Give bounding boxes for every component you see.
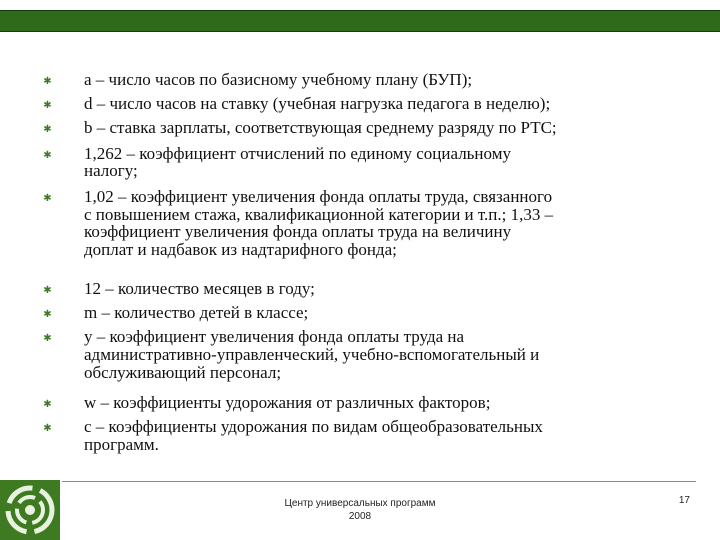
bullet-icon: ✱ bbox=[43, 423, 52, 434]
footer-organization: Центр универсальных программ bbox=[284, 498, 436, 509]
bullet-icon: ✱ bbox=[43, 333, 52, 344]
bullet-icon: ✱ bbox=[43, 100, 52, 111]
bullet-icon: ✱ bbox=[43, 193, 52, 204]
footer-caption bbox=[250, 497, 470, 523]
list-item-line: налогу; bbox=[84, 161, 138, 180]
list-item-line: m – количество детей в классе; bbox=[84, 303, 309, 322]
footer-year: 2008 bbox=[348, 511, 372, 522]
list-item-line: с повышением стажа, квалификационной категории и т.п.; 1,33 – bbox=[84, 205, 554, 224]
list-item-line: коэффициент увеличения фонда оплаты труда на величину bbox=[84, 222, 512, 241]
bullet-icon: ✱ bbox=[43, 309, 52, 320]
list-item-line: b – ставка зарплаты, соответствующая среднему разряду по РТС; bbox=[84, 118, 557, 137]
list-item-line: 1,262 – коэффициент отчислений по единому социальному bbox=[84, 144, 511, 163]
list-item-line: a – число часов по базисному учебному плану (БУП); bbox=[84, 70, 473, 89]
list-item-line: обслуживающий персонал; bbox=[84, 363, 282, 382]
page-number: 17 bbox=[678, 495, 690, 506]
list-item-line: административно-управленческий, учебно-вспомогательный и bbox=[84, 345, 540, 364]
list-item-line: доплат и надбавок из надтарифного фонда; bbox=[84, 240, 397, 259]
bullet-icon: ✱ bbox=[43, 124, 52, 135]
list-item-line: y – коэффициент увеличения фонда оплаты труда на bbox=[84, 327, 465, 346]
list-item-line: 1,02 – коэффициент увеличения фонда оплаты труда, связанного bbox=[84, 187, 553, 206]
list-item-line: w – коэффициенты удорожания от различных факторов; bbox=[84, 393, 491, 412]
list-item-line: программ. bbox=[84, 435, 159, 454]
bullet-icon: ✱ bbox=[43, 150, 52, 161]
bullet-icon: ✱ bbox=[43, 76, 52, 87]
list-item-line: 12 – количество месяцев в году; bbox=[84, 279, 315, 298]
bullet-icon: ✱ bbox=[43, 399, 52, 410]
center-logo-icon bbox=[0, 480, 60, 540]
list-item-line: d – число часов на ставку (учебная нагрузка педагога в неделю); bbox=[84, 94, 551, 113]
list-item-line: c – коэффициенты удорожания по видам общеобразовательных bbox=[84, 417, 543, 436]
footer-divider bbox=[62, 481, 696, 482]
bullet-icon: ✱ bbox=[43, 285, 52, 296]
